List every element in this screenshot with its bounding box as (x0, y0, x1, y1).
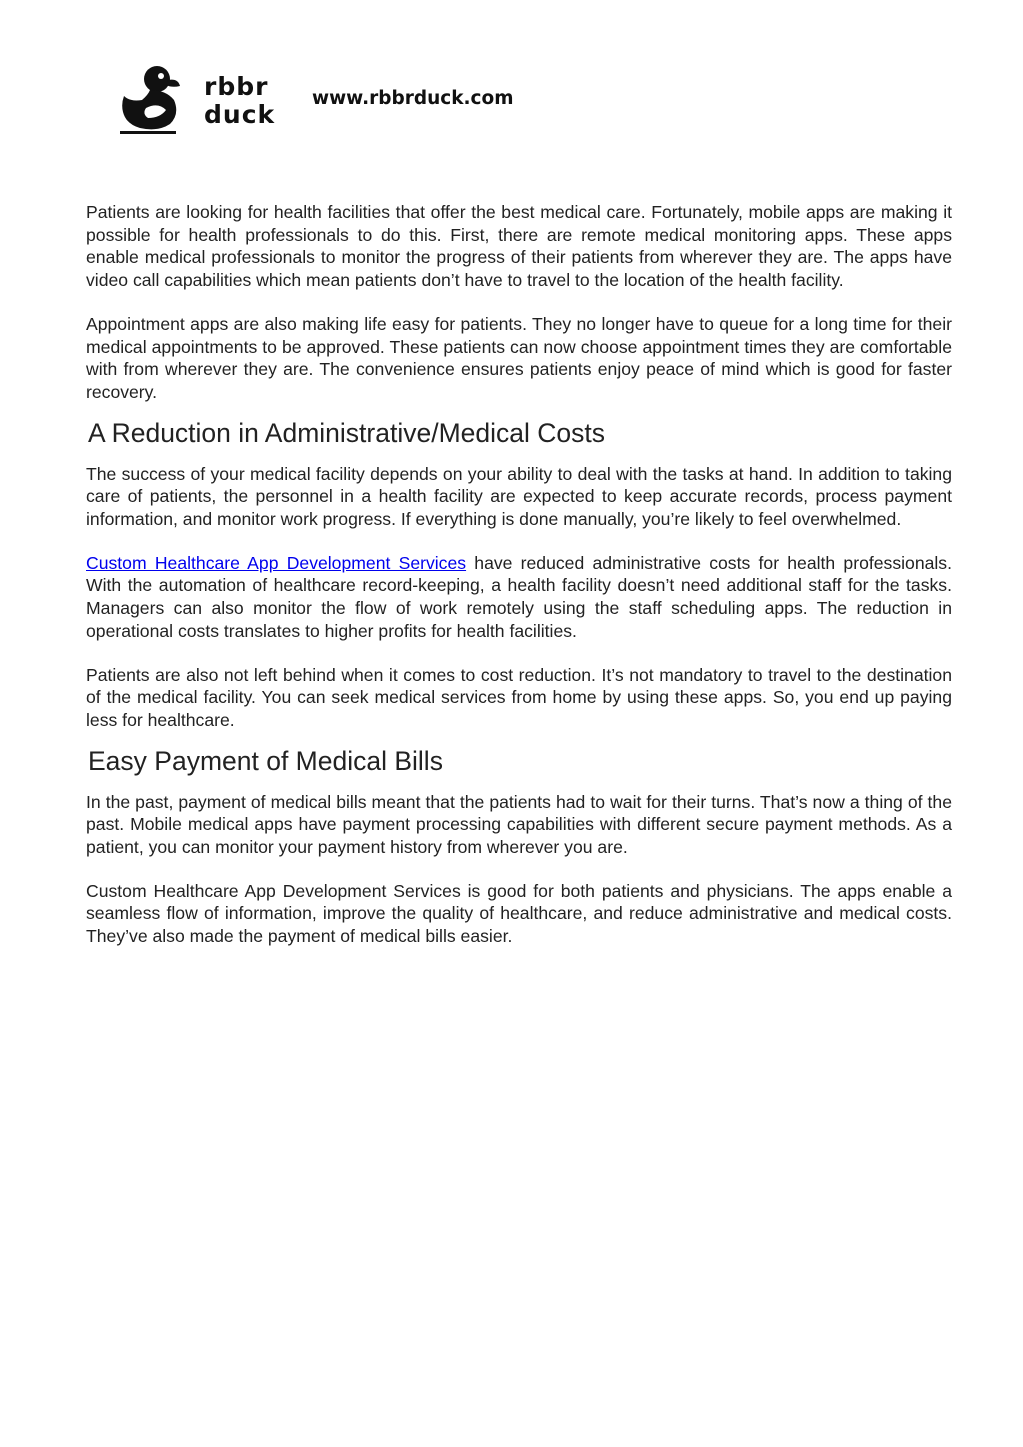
section-heading-payment: Easy Payment of Medical Bills (88, 745, 443, 776)
paragraph-2: Appointment apps are also making life easy for patients. They no longer have to queue for a long time for their medical appointments to be approved. These patients can now choose appointment times they are comfortable with from wherever they are. The convenience ensures patients enjoy peace of mind which is good for faster recovery. (86, 313, 952, 402)
paragraph-4 (86, 552, 952, 643)
section-heading-costs: A Reduction in Administrative/Medical Costs (88, 417, 605, 448)
rbbr-duck-logo (120, 62, 300, 134)
logo-text-line2: duck (204, 100, 276, 129)
paragraph-1: Patients are looking for health facilities that offer the best medical care. Fortunately, mobile apps are making it possible for health professionals to do this. First, there are remote medical monitoring apps. These apps enable medical professionals to monitor the progress of their patients from wherever they are. The apps have video call capabilities which mean patients don’t have to travel to the location of the health facility. (86, 202, 952, 291)
paragraph-4-text: have reduced administrative costs for health professionals. With the automation of healthcare record-keeping, a health facility doesn’t need additional staff for the tasks. Managers can also monitor the flow of work remotely using the staff scheduling apps. The reduction in operational costs translates to higher profits for health facilities. (86, 552, 952, 641)
page-header (0, 0, 1023, 150)
paragraph-6: In the past, payment of medical bills meant that the patients had to wait for their turns. That’s now a thing of the past. Mobile medical apps have payment processing capabilities with different secure payment methods. As a patient, you can monitor your payment history from wherever you are. (86, 791, 952, 858)
article-body (86, 201, 952, 969)
paragraph-3: The success of your medical facility depends on your ability to deal with the tasks at hand. In addition to taking care of patients, the personnel in a health facility are expected to keep accurate records, process payment information, and monitor work progress. If everything is done manually, you’re likely to feel overwhelmed. (86, 463, 952, 530)
logo-text-line1: rbbr (204, 72, 269, 101)
duck-icon (120, 62, 200, 134)
paragraph-5: Patients are also not left behind when it comes to cost reduction. It’s not mandatory to travel to the destination of the medical facility. You can seek medical services from home by using these apps. So, you end up paying less for healthcare. (86, 664, 952, 730)
custom-healthcare-link[interactable]: Custom Healthcare App Development Services (86, 552, 467, 573)
paragraph-7: Custom Healthcare App Development Services is good for both patients and physicians. The apps enable a seamless flow of information, improve the quality of healthcare, and reduce administrative and medical costs. They’ve also made the payment of medical bills easier. (86, 880, 952, 947)
site-url: www.rbbrduck.com (312, 88, 514, 109)
